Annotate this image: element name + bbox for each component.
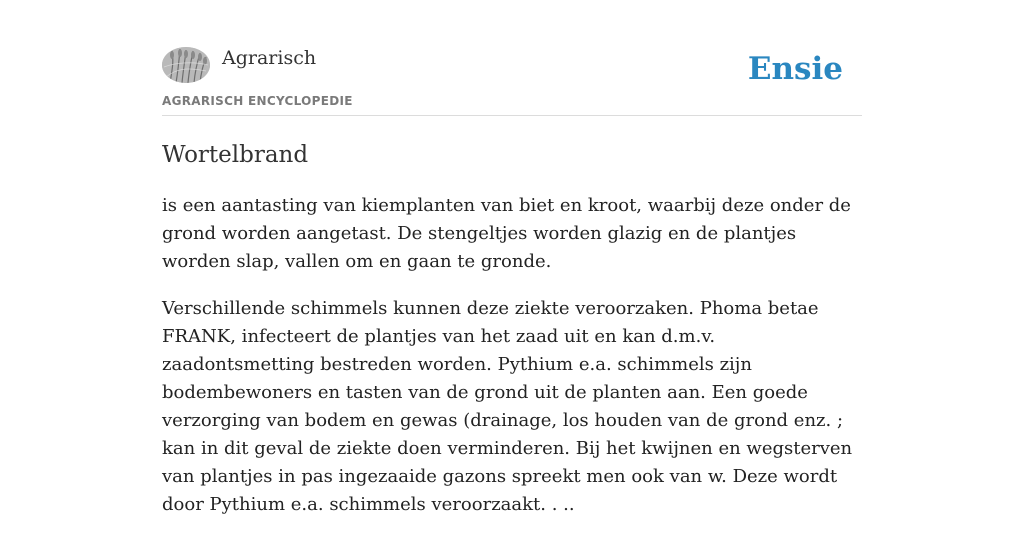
site-subtitle[interactable]: AGRARISCH ENCYCLOPEDIE — [162, 94, 353, 108]
article-title: Wortelbrand — [162, 142, 309, 168]
site-header — [162, 0, 862, 116]
wheat-image-icon[interactable] — [162, 47, 210, 83]
article-paragraph: is een aantasting van kiemplanten van biet en kroot, waarbij deze onder de grond worden aangetast. De stengeltjes worden glazig en de plantjes worden slap, vallen om en gaan te gronde. — [162, 195, 851, 272]
article-body — [162, 192, 862, 538]
brand-logo[interactable]: Ensie — [747, 51, 843, 87]
article-paragraph: Verschillende schimmels kunnen deze ziekte veroorzaken. Phoma betae FRANK, infecteert de plantjes van het zaad uit en kan d.m.v. zaadontsmetting bestreden worden. Pythium e.a. schimmels zijn bodembewoners en tasten van de grond uit de planten aan. Een goede verzorging van bodem en gewas (drainage, los houden van de grond enz. ; kan in dit geval de ziekte doen verminderen. Bij het kwijnen en wegsterven van plantjes in pas ingezaaide gazons spreekt men ook van w. Deze wordt door Pythium e.a. schimmels veroorzaakt. . .. — [162, 298, 853, 515]
page — [162, 0, 862, 515]
site-name[interactable]: Agrarisch — [222, 47, 317, 69]
